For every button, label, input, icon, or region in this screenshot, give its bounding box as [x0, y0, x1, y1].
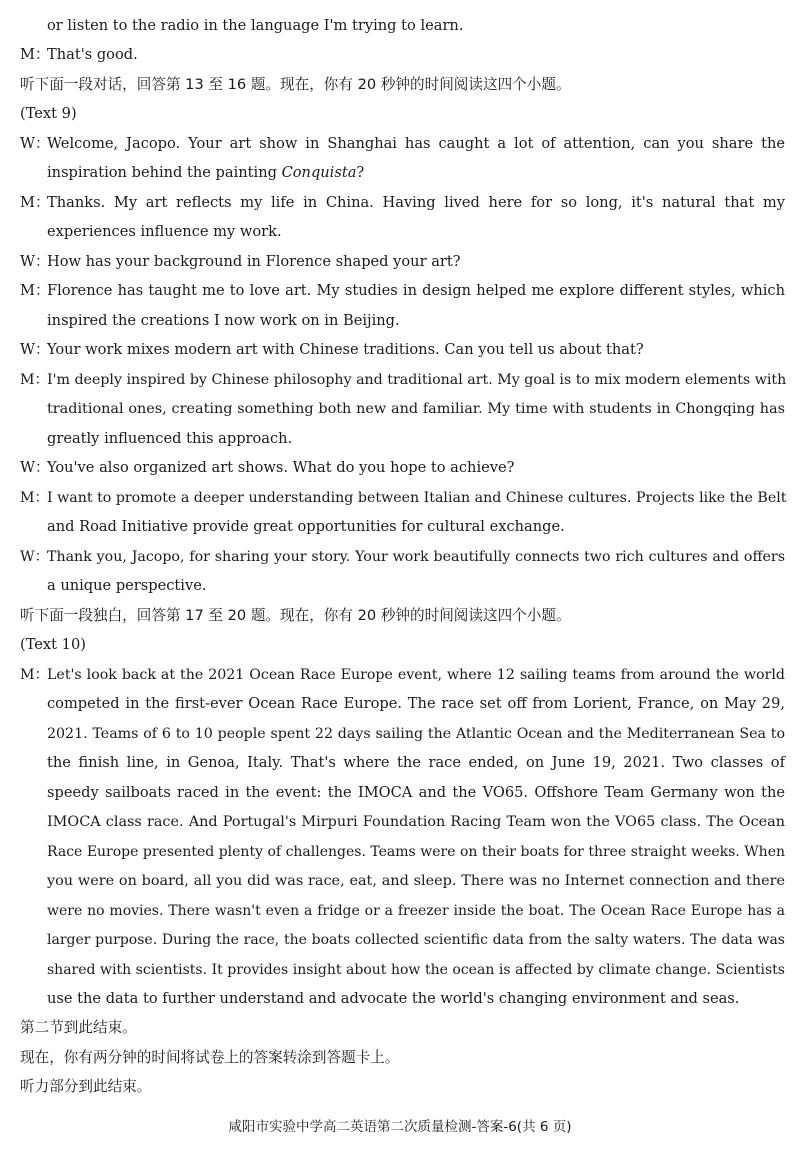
speaker-label: M： — [20, 372, 49, 388]
dialogue-line: and Road Initiative provide great opportunities for cultural exchange. — [47, 518, 565, 535]
speaker-label: M： — [20, 46, 50, 63]
dialogue-line: experiences influence my work. — [47, 223, 282, 240]
closing-line: 听力部分到此结束。 — [20, 1078, 152, 1095]
monologue-line: shared with scientists. It provides insight about how the ocean is affected by climate change. Scientists — [47, 962, 785, 978]
speaker-label: W： — [20, 549, 49, 565]
monologue-line: competed in the first-ever Ocean Race Europe. The race set off from Lorient, France, on May 29, — [47, 695, 785, 712]
instruction-line: 听下面一段独白，回答第 17 至 20 题。现在，你有 20 秒钟的时间阅读这四个小题。 — [20, 607, 571, 624]
text-span: Thank you, Jacopo, for sharing your story. Your work beautifully connects two rich cultures and offers — [47, 549, 785, 565]
text-span: I want to promote a deeper understanding between Italian and Chinese cultures. Projects like the Belt — [47, 490, 787, 506]
dialogue-line: inspired the creations I now work on in Beijing. — [47, 312, 400, 329]
dialogue-line — [20, 488, 785, 508]
dialogue-line — [20, 45, 785, 65]
monologue-line: IMOCA class race. And Portugal's Mirpuri Foundation Racing Team won the VO65 class. The Ocean — [47, 814, 785, 830]
text-span: Welcome, Jacopo. Your art show in Shanghai has caught a lot of attention, can you share the — [47, 135, 785, 152]
closing-line: 现在，你有两分钟的时间将试卷上的答案转涂到答题卡上。 — [20, 1049, 400, 1066]
speaker-label: W： — [20, 135, 50, 152]
speaker-label: W： — [20, 341, 50, 358]
text-span: How has your background in Florence shaped your art? — [47, 253, 461, 270]
text-span: Let's look back at the 2021 Ocean Race Europe event, where 12 sailing teams from around the world — [47, 667, 785, 683]
dialogue-line — [20, 193, 785, 213]
dialogue-line: traditional ones, creating something both new and familiar. My time with students in Chongqing has — [47, 401, 785, 417]
text-span: or listen to the radio in the language I'm trying to learn. — [47, 17, 464, 34]
monologue-line: larger purpose. During the race, the boats collected scientific data from the salty waters. The data was — [47, 932, 785, 948]
monologue-line: Race Europe presented plenty of challenges. Teams were on their boats for three straight weeks. When — [47, 844, 785, 860]
monologue-line: you were on board, all you did was race, eat, and sleep. There was no Internet connection and there — [47, 873, 785, 889]
monologue-line: were no movies. There wasn't even a fridge or a freezer inside the boat. The Ocean Race Europe has a — [47, 903, 785, 919]
dialogue-line — [20, 252, 785, 272]
speaker-label: W： — [20, 459, 50, 476]
text-span: inspiration behind the painting — [47, 164, 282, 181]
text-span: I'm deeply inspired by Chinese philosophy and traditional art. My goal is to mix modern elements with — [47, 372, 787, 388]
dialogue-line — [20, 370, 785, 390]
dialogue-line — [20, 458, 785, 478]
closing-line: 第二节到此结束。 — [20, 1019, 137, 1036]
painting-title: Conquista — [281, 164, 357, 181]
dialogue-line: greatly influenced this approach. — [47, 430, 293, 447]
dialogue-line — [20, 547, 785, 567]
monologue-line: 2021. Teams of 6 to 10 people spent 22 days sailing the Atlantic Ocean and the Mediterranean Sea to — [47, 726, 785, 742]
dialogue-line — [20, 340, 785, 360]
monologue-line: use the data to further understand and advocate the world's changing environment and seas. — [47, 990, 740, 1007]
monologue-line — [20, 665, 785, 685]
monologue-line: speedy sailboats raced in the event: the IMOCA and the VO65. Offshore Team Germany won the — [47, 784, 785, 801]
page-footer: 咸阳市实验中学高二英语第二次质量检测-答案-6(共 6 页) — [228, 1119, 572, 1135]
text-span: That's good. — [47, 46, 138, 63]
text-span: You've also organized art shows. What do you hope to achieve? — [47, 459, 515, 476]
text-span: ? — [356, 164, 365, 181]
instruction-line: 听下面一段对话，回答第 13 至 16 题。现在，你有 20 秒钟的时间阅读这四个小题。 — [20, 76, 571, 93]
text-span: Your work mixes modern art with Chinese traditions. Can you tell us about that? — [47, 341, 644, 358]
section-label: (Text 9) — [20, 105, 77, 122]
section-label: (Text 10) — [20, 636, 86, 653]
speaker-label: M： — [20, 282, 50, 299]
text-span: Florence has taught me to love art. My studies in design helped me explore different styles, which — [47, 282, 785, 299]
speaker-label: W： — [20, 253, 50, 270]
speaker-label: M： — [20, 667, 49, 683]
dialogue-line — [20, 281, 785, 301]
text-span: Thanks. My art reflects my life in China. Having lived here for so long, it's natural that my — [47, 194, 785, 211]
monologue-line: the finish line, in Genoa, Italy. That's where the race ended, on June 19, 2021. Two classes of — [47, 754, 785, 771]
speaker-label: M： — [20, 194, 50, 211]
dialogue-line — [47, 163, 785, 183]
speaker-label: M： — [20, 490, 49, 506]
dialogue-line — [20, 134, 785, 154]
dialogue-line: a unique perspective. — [47, 577, 207, 594]
text-line — [47, 16, 785, 36]
